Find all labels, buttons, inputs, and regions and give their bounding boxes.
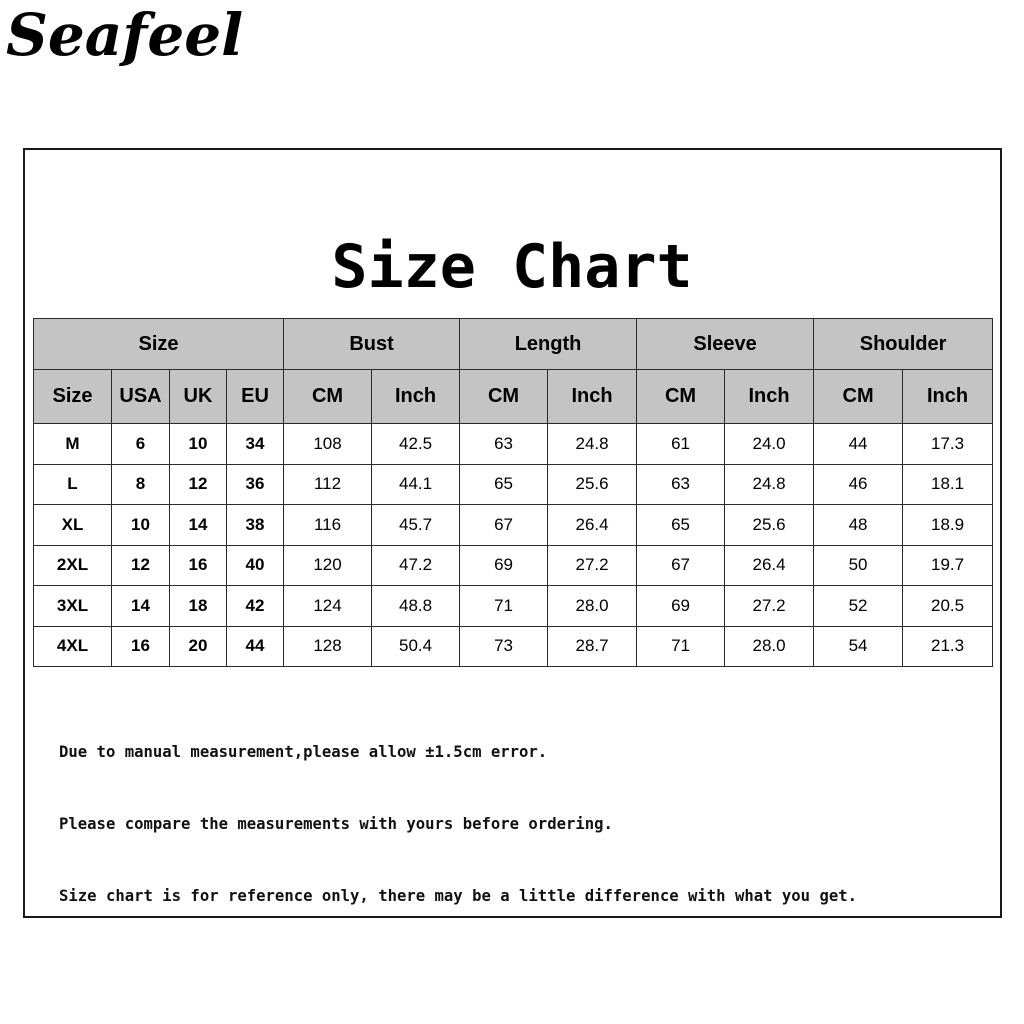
- table-cell: 10: [170, 424, 227, 465]
- table-row: [34, 586, 993, 627]
- table-cell: 28.0: [548, 586, 637, 627]
- table-cell: 69: [460, 545, 548, 586]
- size-chart-title: Size Chart: [331, 232, 693, 302]
- brand-logo: Seafeel: [6, 1, 244, 69]
- table-cell: 16: [170, 545, 227, 586]
- table-cell: 46: [814, 464, 903, 505]
- subheader-bust-inch: Inch: [372, 370, 460, 424]
- table-cell: 8: [112, 464, 170, 505]
- table-cell: 25.6: [725, 505, 814, 546]
- table-cell: 50.4: [372, 626, 460, 667]
- table-cell: 10: [112, 505, 170, 546]
- table-cell: 65: [637, 505, 725, 546]
- subheader-sleeve-inch: Inch: [725, 370, 814, 424]
- table-cell: 63: [460, 424, 548, 465]
- table-cell: 27.2: [725, 586, 814, 627]
- table-cell: 28.0: [725, 626, 814, 667]
- table-cell: 19.7: [903, 545, 993, 586]
- note-line: Please compare the measurements with yours before ordering.: [59, 815, 613, 833]
- subheader-bust-cm: CM: [284, 370, 372, 424]
- table-cell: 44: [227, 626, 284, 667]
- table-cell: 24.0: [725, 424, 814, 465]
- subheader-sleeve-cm: CM: [637, 370, 725, 424]
- table-cell: 48: [814, 505, 903, 546]
- table-row: [34, 464, 993, 505]
- table-row: [34, 626, 993, 667]
- subheader-shoulder-cm: CM: [814, 370, 903, 424]
- table-cell: 18.9: [903, 505, 993, 546]
- table-cell: 12: [112, 545, 170, 586]
- table-cell: 26.4: [548, 505, 637, 546]
- table-cell: 71: [460, 586, 548, 627]
- table-cell: 12: [170, 464, 227, 505]
- table-cell: 44: [814, 424, 903, 465]
- subheader-length-inch: Inch: [548, 370, 637, 424]
- table-cell: 40: [227, 545, 284, 586]
- table-cell: 42.5: [372, 424, 460, 465]
- group-header-size: Size: [34, 319, 284, 370]
- table-cell: 47.2: [372, 545, 460, 586]
- table-cell: 120: [284, 545, 372, 586]
- table-cell: 67: [637, 545, 725, 586]
- table-cell: 69: [637, 586, 725, 627]
- table-cell: 28.7: [548, 626, 637, 667]
- table-cell: 27.2: [548, 545, 637, 586]
- table-cell: 3XL: [34, 586, 112, 627]
- table-cell: 2XL: [34, 545, 112, 586]
- subheader-size: Size: [34, 370, 112, 424]
- table-cell: XL: [34, 505, 112, 546]
- group-header-shoulder: Shoulder: [814, 319, 993, 370]
- table-cell: 34: [227, 424, 284, 465]
- table-cell: 20: [170, 626, 227, 667]
- table-cell: 61: [637, 424, 725, 465]
- table-cell: 25.6: [548, 464, 637, 505]
- table-cell: 24.8: [548, 424, 637, 465]
- subheader-shoulder-inch: Inch: [903, 370, 993, 424]
- table-cell: 24.8: [725, 464, 814, 505]
- note-line: Due to manual measurement,please allow ±1.5cm error.: [59, 743, 548, 761]
- table-cell: 65: [460, 464, 548, 505]
- table-cell: 16: [112, 626, 170, 667]
- table-cell: 108: [284, 424, 372, 465]
- table-cell: 42: [227, 586, 284, 627]
- size-table: [33, 318, 993, 667]
- table-cell: 50: [814, 545, 903, 586]
- notes-block: [59, 692, 857, 932]
- table-body: [34, 424, 993, 667]
- table-cell: 45.7: [372, 505, 460, 546]
- subheader-eu: EU: [227, 370, 284, 424]
- table-cell: 6: [112, 424, 170, 465]
- table-cell: 20.5: [903, 586, 993, 627]
- table-cell: 18.1: [903, 464, 993, 505]
- table-cell: 73: [460, 626, 548, 667]
- table-cell: 36: [227, 464, 284, 505]
- table-cell: 26.4: [725, 545, 814, 586]
- table-subheader-row: [34, 370, 993, 424]
- note-line: Size chart is for reference only, there may be a little difference with what you get.: [59, 887, 857, 905]
- table-cell: 38: [227, 505, 284, 546]
- table-cell: 21.3: [903, 626, 993, 667]
- table-cell: 44.1: [372, 464, 460, 505]
- table-cell: 116: [284, 505, 372, 546]
- subheader-length-cm: CM: [460, 370, 548, 424]
- table-cell: 124: [284, 586, 372, 627]
- table-cell: 17.3: [903, 424, 993, 465]
- table-row: [34, 505, 993, 546]
- table-cell: L: [34, 464, 112, 505]
- table-cell: 112: [284, 464, 372, 505]
- table-cell: 71: [637, 626, 725, 667]
- table-cell: 4XL: [34, 626, 112, 667]
- table-row: [34, 545, 993, 586]
- table-cell: 54: [814, 626, 903, 667]
- table-cell: 48.8: [372, 586, 460, 627]
- subheader-uk: UK: [170, 370, 227, 424]
- table-cell: 63: [637, 464, 725, 505]
- table-cell: M: [34, 424, 112, 465]
- table-cell: 52: [814, 586, 903, 627]
- table-cell: 128: [284, 626, 372, 667]
- group-header-bust: Bust: [284, 319, 460, 370]
- group-header-length: Length: [460, 319, 637, 370]
- group-header-sleeve: Sleeve: [637, 319, 814, 370]
- table-cell: 14: [112, 586, 170, 627]
- table-group-header-row: [34, 319, 993, 370]
- table-row: [34, 424, 993, 465]
- table-cell: 67: [460, 505, 548, 546]
- subheader-usa: USA: [112, 370, 170, 424]
- table-cell: 14: [170, 505, 227, 546]
- table-cell: 18: [170, 586, 227, 627]
